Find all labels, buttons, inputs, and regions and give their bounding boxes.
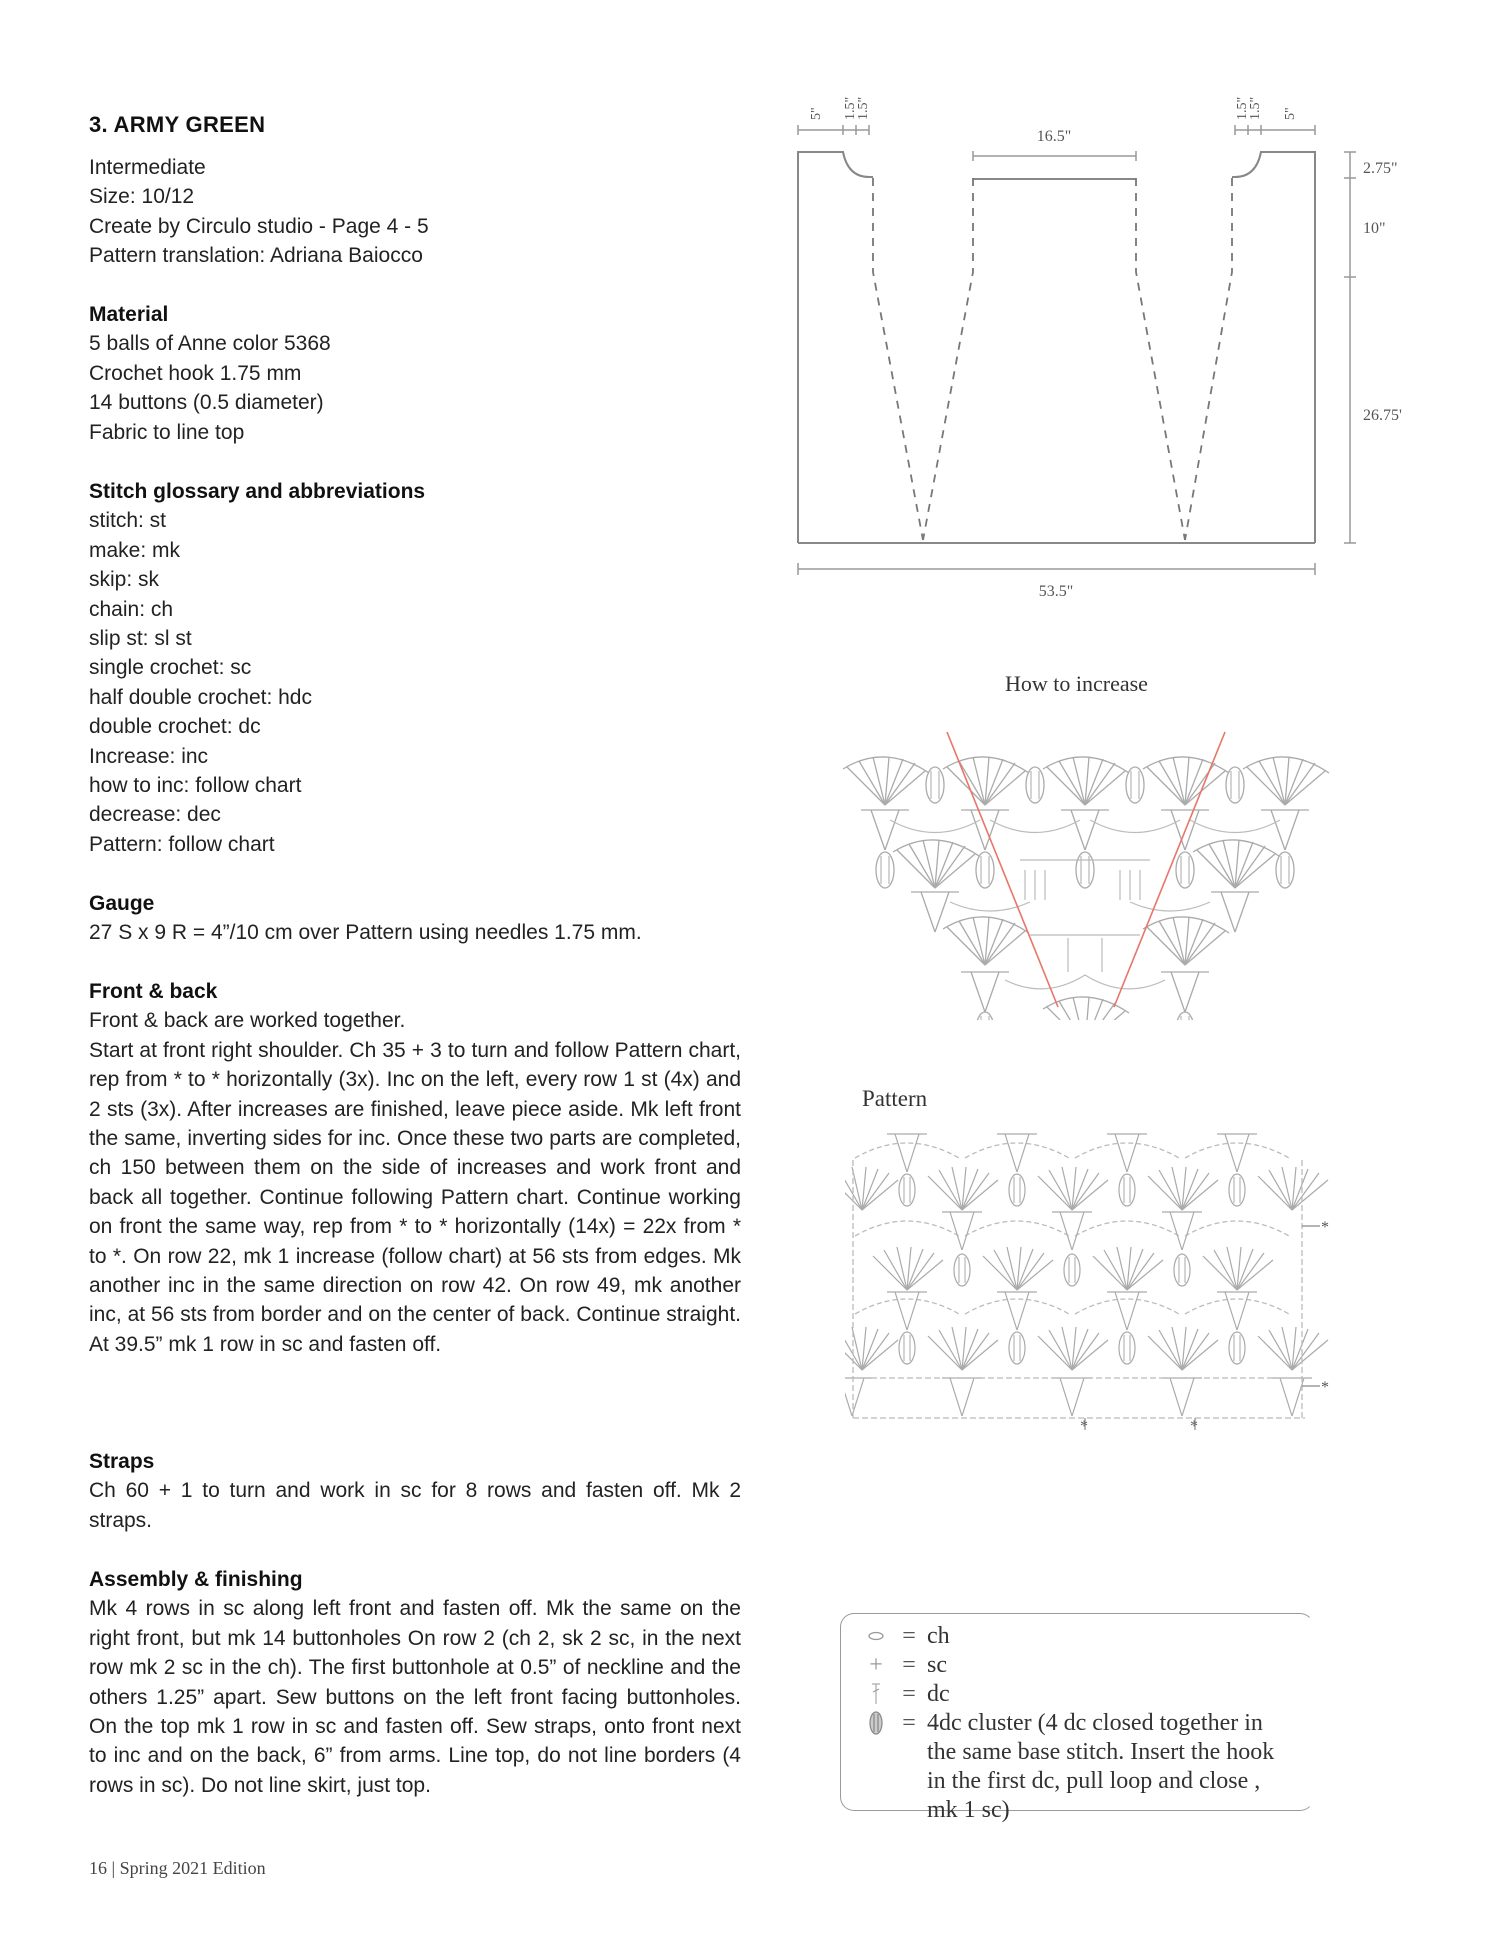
cluster-icon — [861, 1709, 891, 1825]
stitch-legend — [840, 1613, 1314, 1823]
dim-top-left-1-5b: 1.5" — [856, 96, 871, 120]
assembly-heading: Assembly & finishing — [89, 1568, 303, 1591]
glossary-item: Increase: inc — [89, 744, 209, 768]
assembly-section — [89, 1565, 741, 1800]
glossary-item: how to inc: follow chart — [89, 774, 302, 798]
straps-instructions: Ch 60 + 1 to turn and work in sc for 8 rows and fasten off. Mk 2 straps. — [89, 1479, 741, 1532]
dim-bottom-width: 53.5" — [1038, 583, 1074, 600]
dim-right-10: 10" — [1363, 220, 1386, 237]
dim-top-right-1-5a: 1.5" — [1235, 96, 1250, 120]
pattern-title: 3. ARMY GREEN — [89, 112, 266, 137]
gauge-heading: Gauge — [89, 892, 155, 915]
repeat-marker-right-2: * — [1321, 1379, 1329, 1396]
dim-top-left-1-5a: 1.5" — [843, 96, 858, 120]
glossary-item: skip: sk — [89, 568, 160, 592]
glossary-item: stitch: st — [89, 509, 167, 533]
increase-chart — [830, 710, 1330, 1020]
chain-oval-icon — [861, 1622, 891, 1651]
dim-right-2-75: 2.75" — [1363, 160, 1398, 177]
garment-schematic — [0, 0, 1500, 620]
size: Size: 10/12 — [89, 185, 195, 209]
straps-heading: Straps — [89, 1450, 155, 1473]
dim-top-right-5: 5" — [1283, 107, 1298, 120]
dim-top-right-1-5b: 1.5" — [1248, 96, 1263, 120]
front-back-section — [89, 977, 741, 1359]
material-item: 5 balls of Anne color 5368 — [89, 332, 331, 356]
repeat-marker-bottom-2: * — [1190, 1418, 1198, 1435]
material-heading: Material — [89, 303, 169, 326]
glossary-item: decrease: dec — [89, 803, 221, 827]
repeat-marker-right-1: * — [1321, 1219, 1329, 1236]
dim-back-neck: 16.5" — [1036, 128, 1072, 145]
skill-level: Intermediate — [89, 156, 206, 179]
repeat-marker-bottom-1: * — [1080, 1418, 1088, 1435]
glossary-heading: Stitch glossary and abbreviations — [89, 480, 426, 503]
glossary-item: single crochet: sc — [89, 656, 252, 680]
credit-designer: Create by Circulo studio - Page 4 - 5 — [89, 214, 429, 238]
front-back-heading: Front & back — [89, 980, 218, 1003]
pattern-chart — [845, 1130, 1335, 1430]
glossary-item: double crochet: dc — [89, 715, 261, 739]
front-back-instructions: Start at front right shoulder. Ch 35 + 3 to turn and follow Pattern chart, rep from * to * horizontally (3x). Inc on the left, every row 1 st (4x) and 2 sts (3x). After increases are finished, leave piece aside. Mk left front the same, inverting sides for inc. Once these two parts are completed, ch 150 between them on the side of increases and work front and back all together. Continue following Pattern chart. Continue working on front the same way, rep from * to * horizontally (14x) = 22x from * to *. On row 22, mk 1 increase (follow chart) at 56 sts from edges. Mk another inc in the same direction on row 42. On row 49, mk another inc, at 56 sts from border and on the center of back. Continue straight. At 39.5” mk 1 row in sc and fasten off. — [89, 1038, 741, 1356]
dim-top-left-5: 5" — [809, 107, 824, 120]
legend-row-cluster: = 4dc cluster (4 dc closed together in the same base stitch. Insert the hook in the first dc, pull loop and close , mk 1 sc) — [861, 1709, 1287, 1825]
glossary-item: half double crochet: hdc — [89, 685, 312, 709]
increase-chart-title: How to increase — [1005, 671, 1148, 696]
credit-translator: Pattern translation: Adriana Baiocco — [89, 244, 423, 268]
page-footer: 16 | Spring 2021 Edition — [89, 1858, 266, 1878]
gauge-text: 27 S x 9 R = 4”/10 cm over Pattern using needles 1.75 mm. — [89, 921, 642, 945]
legend-row-sc: + = sc — [861, 1651, 1287, 1680]
single-crochet-plus-icon: + — [869, 1652, 883, 1678]
material-item: Crochet hook 1.75 mm — [89, 361, 302, 385]
front-back-intro: Front & back are worked together. — [89, 1009, 406, 1033]
glossary-item: chain: ch — [89, 597, 174, 621]
glossary-item: make: mk — [89, 538, 181, 562]
gauge-section — [89, 889, 741, 948]
pattern-chart-title: Pattern — [862, 1086, 928, 1111]
legend-row-ch: = ch — [861, 1622, 1287, 1651]
legend-row-dc: = dc — [861, 1680, 1287, 1714]
glossary-item: slip st: sl st — [89, 627, 192, 651]
dim-right-26-75: 26.75' — [1363, 407, 1402, 424]
glossary-item: Pattern: follow chart — [89, 832, 275, 856]
material-item: 14 buttons (0.5 diameter) — [89, 391, 324, 415]
straps-section — [89, 1447, 741, 1535]
assembly-instructions: Mk 4 rows in sc along left front and fasten off. Mk the same on the right front, but mk 14 buttonholes On row 2 (ch 2, sk 2 sc, in the next row mk 2 sc in the ch). The first buttonhole at 0.5” of neckline and the others 1.25” apart. Sew buttons on the left front facing buttonholes. On the top mk 1 row in sc and fasten off. Sew straps, onto front next to inc and on the back, 6” from arms. Line top, do not line borders (4 rows in sc). Do not line skirt, just top. — [89, 1597, 741, 1797]
material-item: Fabric to line top — [89, 420, 245, 444]
